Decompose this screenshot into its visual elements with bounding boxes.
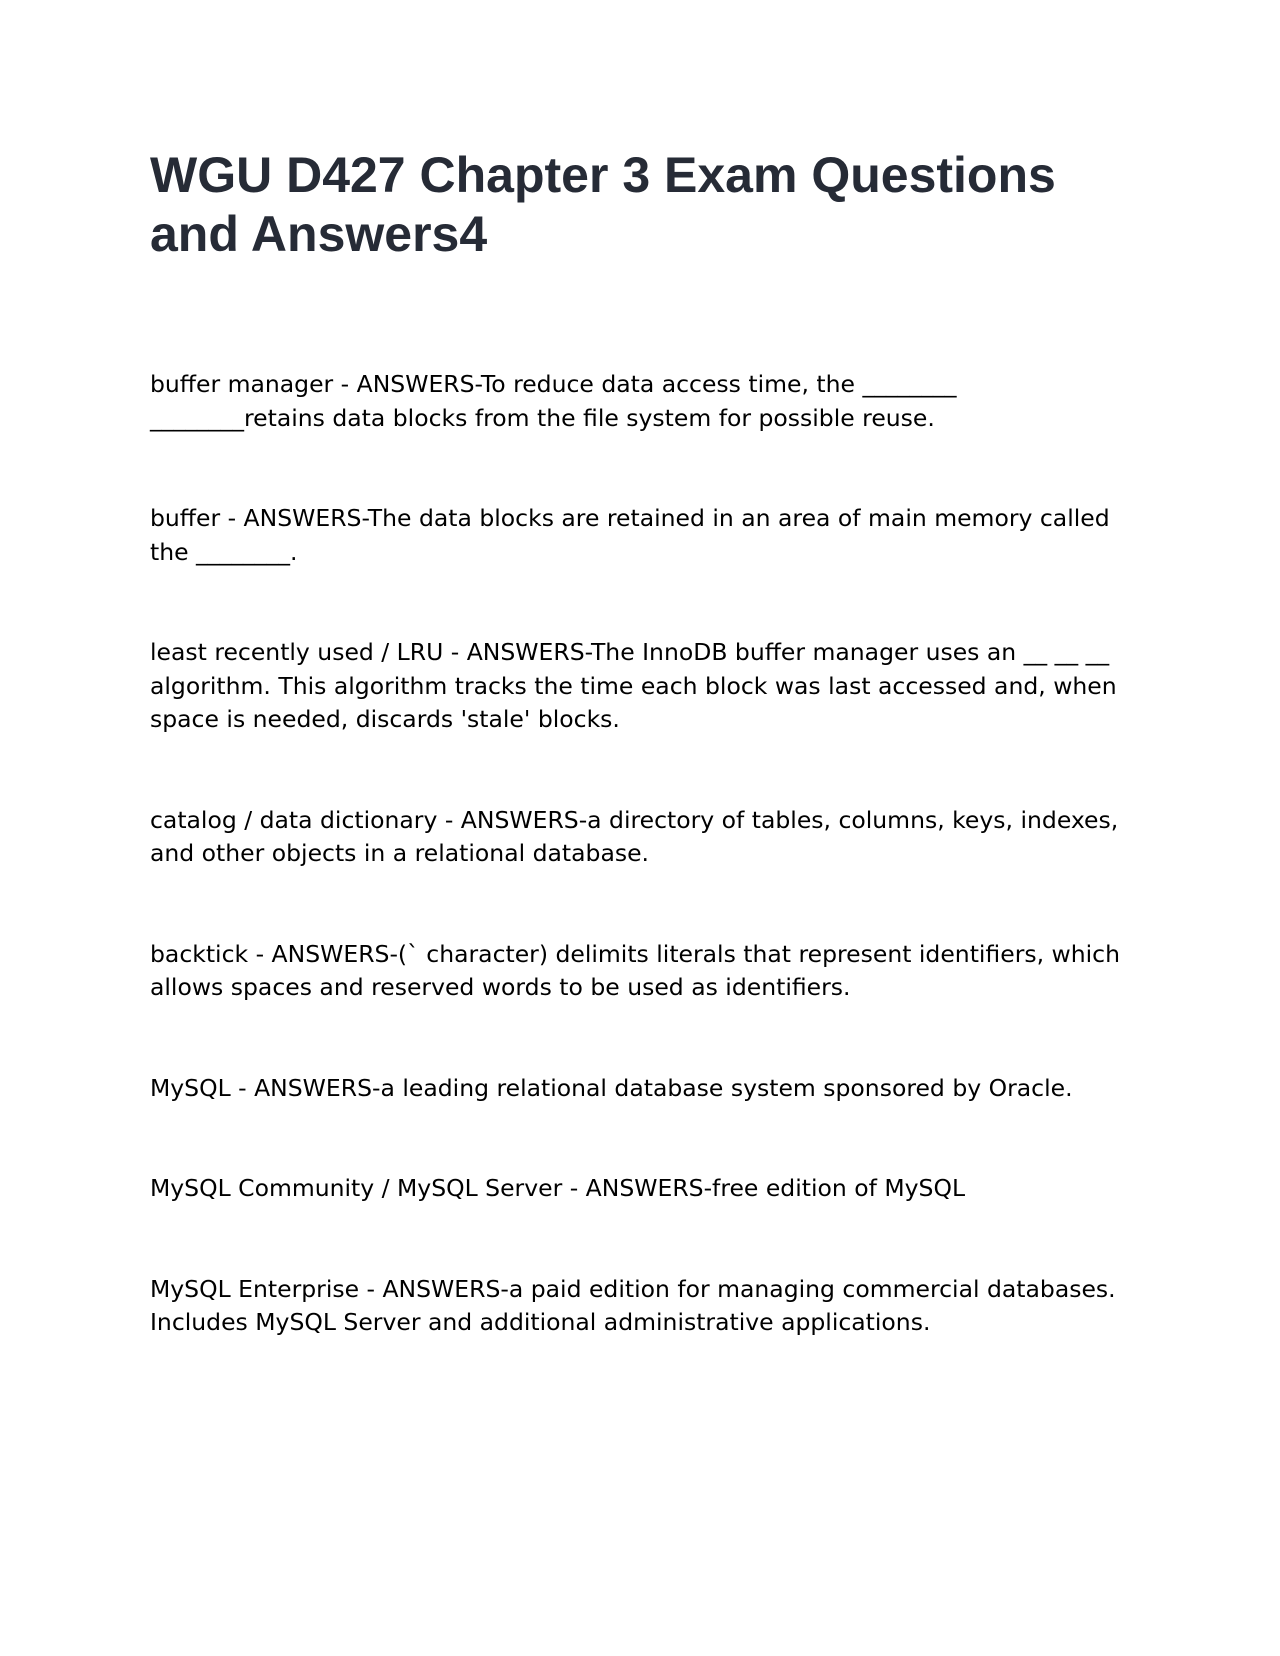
qa-item-lru: least recently used / LRU - ANSWERS-The InnoDB buffer manager uses an __ __ __ algorithm. This algorithm tracks the time each block was last accessed and, when space is needed, discards 'stale' blocks. [150,638,1117,733]
qa-item-backtick: backtick - ANSWERS-(` character) delimits literals that represent identifiers, which allows spaces and reserved words to be used as identifiers. [150,939,1120,1001]
qa-list [150,368,1120,1407]
qa-item-catalog: catalog / data dictionary - ANSWERS-a directory of tables, columns, keys, indexes, and other objects in a relational database. [150,805,1119,867]
qa-item-buffer-manager: buffer manager - ANSWERS-To reduce data access time, the ________ ________retains data blocks from the file system for possible reuse. [150,370,957,432]
qa-item-mysql-community: MySQL Community / MySQL Server - ANSWERS-free edition of MySQL [150,1174,966,1202]
qa-item-buffer: buffer - ANSWERS-The data blocks are retained in an area of main memory called the ________. [150,504,1110,566]
qa-item-mysql: MySQL - ANSWERS-a leading relational database system sponsored by Oracle. [150,1073,1073,1102]
page-title: WGU D427 Chapter 3 Exam Questions and Answers4 [150,147,1056,262]
qa-item-mysql-enterprise: MySQL Enterprise - ANSWERS-a paid edition for managing commercial databases. Includes MySQL Server and additional administrative applications. [150,1274,1116,1336]
